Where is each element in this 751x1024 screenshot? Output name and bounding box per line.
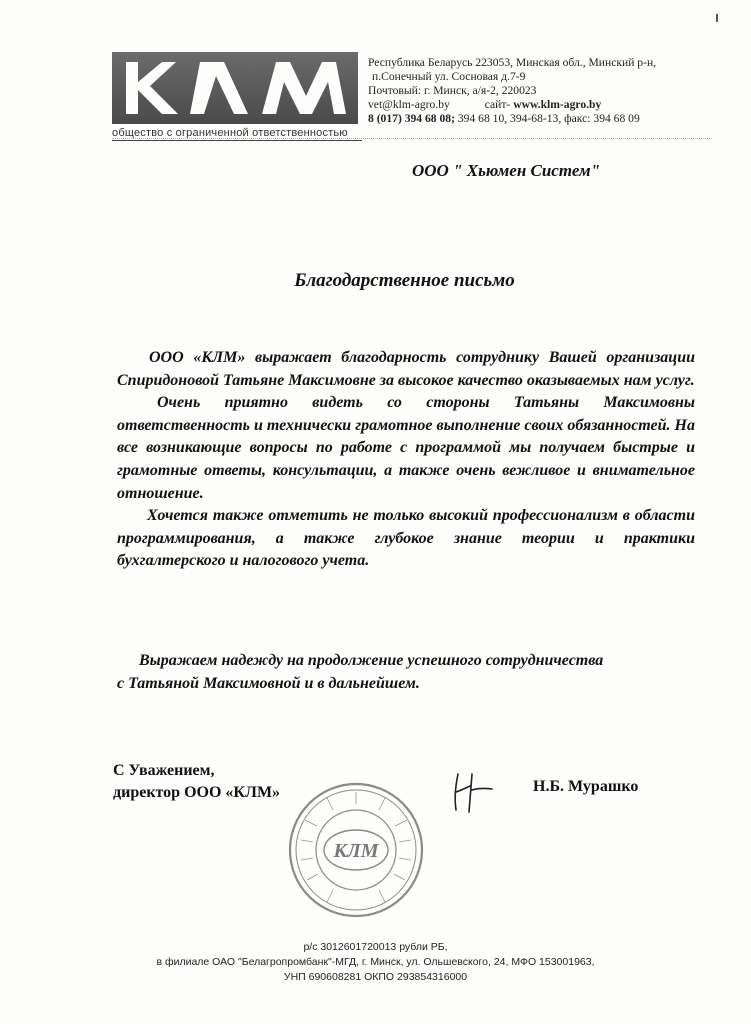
closing-line-2: с Татьяной Максимовной и в дальнейшем. xyxy=(117,674,420,692)
footer-line-3: УНП 690608281 ОКПО 293854316000 xyxy=(283,971,468,983)
paragraph-3: Хочется также отметить не только высокий профессионализм в области программирования, а также глубокое знание теории и практики бухгалтерского и налогового учета. xyxy=(117,507,695,570)
contact-block xyxy=(368,56,708,126)
regards-text: С Уважением, xyxy=(113,762,215,779)
footer-line-2: в филиале ОАО "Белагропромбанк"-МГД, г. Минск, ул. Ольшевского, 24, МФО 153001963, xyxy=(156,956,595,968)
site-link[interactable]: www.klm-agro.by xyxy=(513,98,602,111)
signer-position: директор ООО «КЛМ» xyxy=(113,784,281,801)
stamp-center-text: КЛМ xyxy=(333,840,379,862)
address-line-2: п.Сонечный ул. Сосновая д.7-9 xyxy=(372,70,526,83)
klm-logo-mark xyxy=(112,52,358,124)
closing-text xyxy=(117,650,707,695)
footer-line-1: р/с 3012601720013 рубли РБ, xyxy=(303,941,448,953)
letter-title: Благодарственное письмо xyxy=(294,270,515,291)
handwritten-signature xyxy=(436,768,496,818)
scan-mark xyxy=(716,14,718,22)
header-divider xyxy=(112,138,712,139)
signer-name: Н.Б. Мурашко xyxy=(533,778,639,795)
phone-main: 8 (017) 394 68 08; xyxy=(368,112,455,125)
letter-body xyxy=(117,347,695,573)
web-contacts xyxy=(368,98,708,112)
signature-block xyxy=(113,760,280,804)
address-line-1: Республика Беларусь 223053, Минская обл., Минский р-н, xyxy=(368,56,657,69)
site-label: сайт- xyxy=(484,98,511,111)
closing-line-1: Выражаем надежду на продолжение успешного сотрудничества xyxy=(139,652,604,669)
recipient: ООО " Хьюмен Систем" xyxy=(412,161,601,180)
paragraph-1: ООО «КЛМ» выражает благодарность сотруднику Вашей организации Спиридоновой Татьяне Максимовне за высокое качество оказываемых нам услуг. xyxy=(117,349,695,389)
company-stamp xyxy=(287,780,425,920)
phone-rest: 394 68 10, 394-68-13, факс: 394 68 09 xyxy=(457,112,640,125)
company-caption: общество с ограниченной ответственностью xyxy=(112,127,362,141)
paragraph-2: Очень приятно видеть со стороны Татьяны Максимовны ответственность и технически грамотное выполнение своих обязанностей. На все возникающие вопросы по работе с программой мы получаем быстрые и грамотные ответы, консультации, а также очень вежливое и внимательное отношение. xyxy=(117,394,695,502)
postal-address: Почтовый: г. Минск, а/я-2, 220023 xyxy=(368,84,537,97)
email-link[interactable]: vet@klm-agro.by xyxy=(368,98,450,111)
bank-details xyxy=(0,940,751,985)
phone-line xyxy=(368,112,708,126)
